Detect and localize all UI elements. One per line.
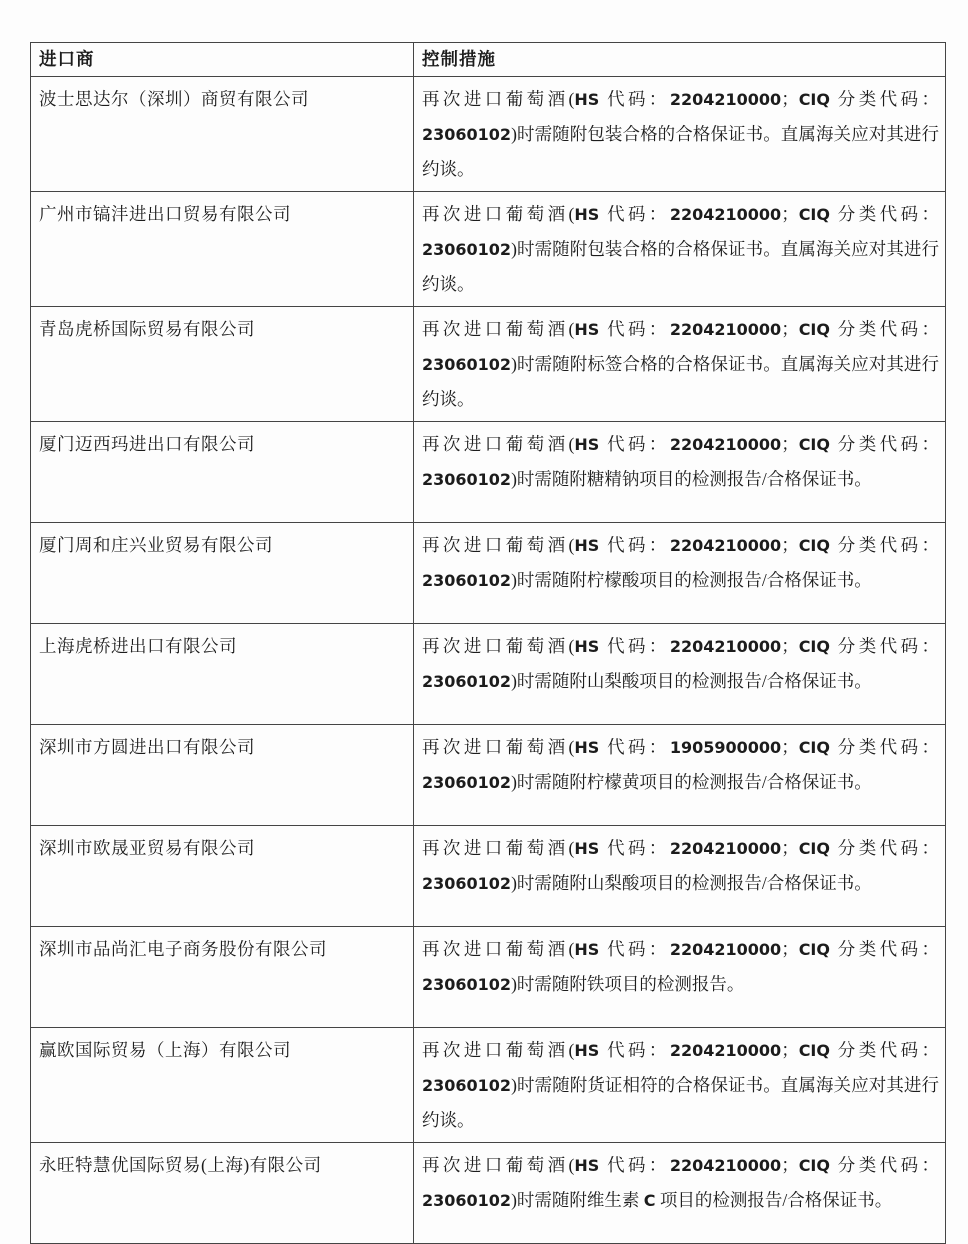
- measure-cell: 再次进口葡萄酒(HS 代码：2204210000；CIQ 分类代码：23060102)时需随附包装合格的合格保证书。直属海关应对其进行约谈。: [414, 192, 946, 307]
- table-row: [31, 1143, 946, 1244]
- importer-cell: 深圳市方圆进出口有限公司: [31, 725, 414, 826]
- table-row: [31, 725, 946, 826]
- table-row: [31, 927, 946, 1028]
- importers-control-table: [30, 42, 946, 1244]
- importer-cell: 深圳市欧晟亚贸易有限公司: [31, 826, 414, 927]
- importer-cell: 上海虎桥进出口有限公司: [31, 624, 414, 725]
- table-row: [31, 1028, 946, 1143]
- importer-cell: 青岛虎桥国际贸易有限公司: [31, 307, 414, 422]
- table-row: [31, 192, 946, 307]
- measure-cell: 再次进口葡萄酒(HS 代码：2204210000；CIQ 分类代码：23060102)时需随附铁项目的检测报告。: [414, 927, 946, 1028]
- measure-cell: 再次进口葡萄酒(HS 代码：1905900000；CIQ 分类代码：23060102)时需随附柠檬黄项目的检测报告/合格保证书。: [414, 725, 946, 826]
- table-row: [31, 77, 946, 192]
- table-row: [31, 624, 946, 725]
- importer-cell: 深圳市品尚汇电子商务股份有限公司: [31, 927, 414, 1028]
- importer-cell: 永旺特慧优国际贸易(上海)有限公司: [31, 1143, 414, 1244]
- importer-cell: 厦门迈西玛进出口有限公司: [31, 422, 414, 523]
- importer-cell: 波士思达尔（深圳）商贸有限公司: [31, 77, 414, 192]
- header-row: [31, 43, 946, 77]
- measure-cell: 再次进口葡萄酒(HS 代码：2204210000；CIQ 分类代码：23060102)时需随附包装合格的合格保证书。直属海关应对其进行约谈。: [414, 77, 946, 192]
- table-row: [31, 422, 946, 523]
- measure-cell: 再次进口葡萄酒(HS 代码：2204210000；CIQ 分类代码：23060102)时需随附糖精钠项目的检测报告/合格保证书。: [414, 422, 946, 523]
- measure-cell: 再次进口葡萄酒(HS 代码：2204210000；CIQ 分类代码：23060102)时需随附维生素 C 项目的检测报告/合格保证书。: [414, 1143, 946, 1244]
- importer-cell: 厦门周和庄兴业贸易有限公司: [31, 523, 414, 624]
- measure-cell: 再次进口葡萄酒(HS 代码：2204210000；CIQ 分类代码：23060102)时需随附山梨酸项目的检测报告/合格保证书。: [414, 826, 946, 927]
- measure-cell: 再次进口葡萄酒(HS 代码：2204210000；CIQ 分类代码：23060102)时需随附柠檬酸项目的检测报告/合格保证书。: [414, 523, 946, 624]
- header-cell-importer: 进口商: [31, 43, 414, 77]
- table-row: [31, 523, 946, 624]
- header-cell-measure: 控制措施: [414, 43, 946, 77]
- measure-cell: 再次进口葡萄酒(HS 代码：2204210000；CIQ 分类代码：23060102)时需随附货证相符的合格保证书。直属海关应对其进行约谈。: [414, 1028, 946, 1143]
- measure-cell: 再次进口葡萄酒(HS 代码：2204210000；CIQ 分类代码：23060102)时需随附山梨酸项目的检测报告/合格保证书。: [414, 624, 946, 725]
- table-row: [31, 307, 946, 422]
- importer-cell: 广州市镐沣进出口贸易有限公司: [31, 192, 414, 307]
- measure-cell: 再次进口葡萄酒(HS 代码：2204210000；CIQ 分类代码：23060102)时需随附标签合格的合格保证书。直属海关应对其进行约谈。: [414, 307, 946, 422]
- importer-cell: 赢欧国际贸易（上海）有限公司: [31, 1028, 414, 1143]
- table-row: [31, 826, 946, 927]
